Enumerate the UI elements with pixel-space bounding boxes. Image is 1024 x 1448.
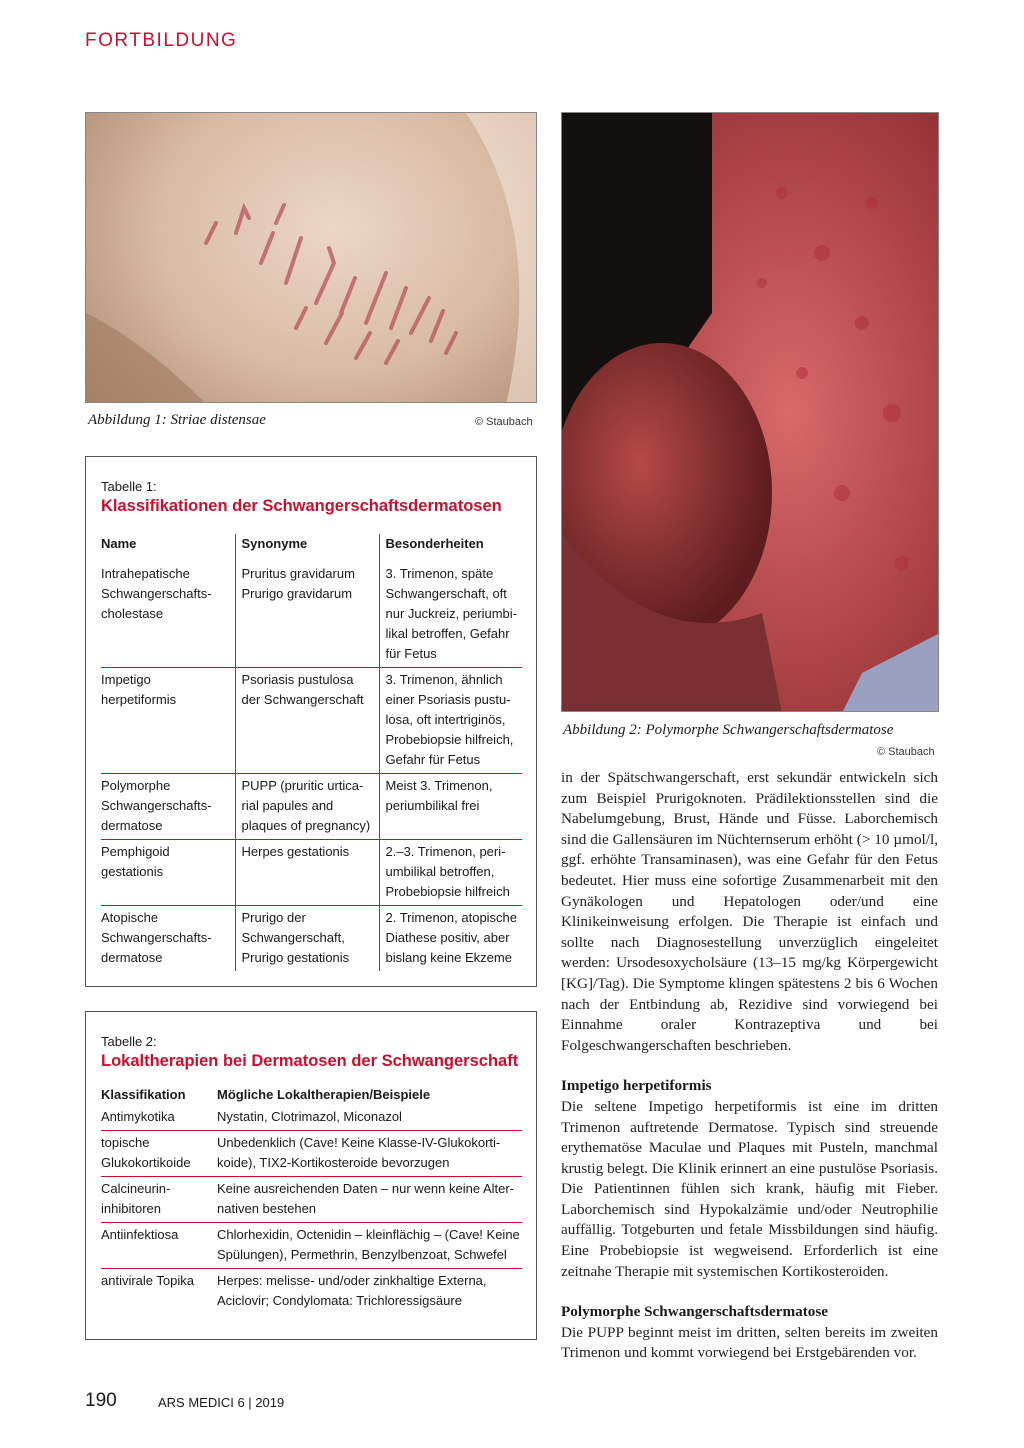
cell: Calcineurin- inhibitoren	[101, 1177, 217, 1223]
cell: Meist 3. Trimenon, periumbilikal frei	[379, 774, 522, 840]
cell: Nystatin, Clotrimazol, Miconazol	[217, 1109, 402, 1124]
cell: Antiinfektiosa	[101, 1223, 217, 1269]
figure1-credit: © Staubach	[475, 416, 533, 428]
table-row	[101, 1269, 522, 1315]
cell: Impetigo herpetiformis	[101, 668, 235, 774]
cell: Pemphigoid gestationis	[101, 840, 235, 906]
cell: Polymorphe Schwangerschafts- dermatose	[101, 774, 235, 840]
cell: 2. Trimenon, atopische Diathese positiv, aber bislang keine Ekzeme	[379, 906, 522, 972]
table1-box	[85, 456, 537, 987]
pupp-illustration	[562, 113, 939, 712]
cell: Pruritus gravidarum Prurigo gravidarum	[235, 554, 379, 668]
striae-illustration	[86, 113, 537, 403]
figure2-credit: © Staubach	[877, 746, 935, 758]
table-row	[101, 1131, 522, 1177]
article-column	[561, 768, 938, 1364]
table2-label: Tabelle 2:	[101, 1034, 157, 1049]
table-row	[101, 840, 522, 906]
table1-title: Klassifikationen der Schwangerschaftsdermatosen	[101, 497, 502, 515]
col-header: Klassifikation	[101, 1087, 186, 1102]
table2-title: Lokaltherapien bei Dermatosen der Schwangerschaft	[101, 1052, 519, 1070]
cell: Atopische Schwangerschafts- dermatose	[101, 906, 235, 972]
subheading: Impetigo herpetiformis	[561, 1077, 712, 1095]
table1	[101, 534, 522, 971]
figure1-caption: Abbildung 1: Striae distensae	[88, 412, 266, 428]
cell: PUPP (pruritic urtica- rial papules and plaques of pregnancy)	[235, 774, 379, 840]
cell: Herpes gestationis	[235, 840, 379, 906]
table-row	[101, 668, 522, 774]
table-row	[101, 1223, 522, 1269]
table-row	[101, 1105, 522, 1131]
col-header: Name	[101, 534, 235, 554]
table-row	[101, 1177, 522, 1223]
cell: Intrahepatische Schwangerschafts- cholestase	[101, 554, 235, 668]
cell: antivirale Topika	[101, 1269, 217, 1315]
cell: Herpes: melisse- und/oder zinkhaltige Externa, Aciclovir; Condylomata: Trichloressigsäure	[217, 1269, 522, 1315]
table-row	[101, 906, 522, 972]
page-number: 190	[85, 1390, 117, 1411]
paragraph: Die PUPP beginnt meist im dritten, selten bereits im zweiten Trimenon und kommt vorwiegend bei Erstgebärenden vor.	[561, 1323, 938, 1362]
paragraph: in der Spätschwangerschaft, erst sekundär entwickeln sich zum Beispiel Prurigoknoten. Prädilektionsstellen sind die Nabelumgebung, Brust, Hände und Füsse. Laborchemisch sind die Gallensäuren im Nüchternserum erhöht (> 10 µmol/l, ggf. erhöhte Transaminasen), was eine Gefahr für den Fetus bedeutet. Hier muss eine sofortige Zusammenarbeit mit den Gynäkologen und Hepatologen oder/und eine Klinikeinweisung erfolgen. Die Therapie ist einfach und sollte nach Diagnosestellung unverzüglich eingeleitet werden: Ursodesoxycholsäure (13–15 mg/kg Körpergewicht [KG]/Tag). Die Symptome klingen spätestens 2 bis 6 Wochen nach der Entbindung ab, Rezidive sind vorwiegend bei Einnahme oraler Kontrazeptiva und bei Folgeschwangerschaften beschrieben.	[561, 769, 938, 1054]
figure2-caption: Abbildung 2: Polymorphe Schwangerschaftsdermatose	[563, 722, 894, 738]
cell: Chlorhexidin, Octenidin – kleinflächig – (Cave! Keine Spülungen), Permethrin, Benzylbenzoat, Schwefel	[217, 1223, 522, 1269]
col-header: Synonyme	[235, 534, 379, 554]
col-header: Mögliche Lokaltherapien/Beispiele	[217, 1087, 431, 1102]
table2	[101, 1085, 522, 1314]
journal-issue: ARS MEDICI 6 | 2019	[158, 1395, 285, 1410]
section-header: FORTBILDUNG	[85, 30, 238, 51]
subheading: Polymorphe Schwangerschaftsdermatose	[561, 1303, 829, 1321]
paragraph: Die seltene Impetigo herpetiformis ist eine im dritten Trimenon auftretende Dermatose. Typisch sind streuende erythematöse Maculae und Plaques mit Pusteln, manchmal krustig belegt. Die Klinik erinnert an eine pustulöse Psoriasis. Die Patientinnen fühlen sich krank, häufig mit Fieber. Laborchemisch sind Hypokalzämie und/oder Neutrophilie auffällig. Totgeburten und fetale Missbildungen sind häufig. Eine Probebiopsie ist wegweisend. Erforderlich ist eine zeitnahe Therapie mit systemischen Kortikosteroiden.	[561, 1097, 938, 1280]
cell: Prurigo der Schwangerschaft, Prurigo gestationis	[235, 906, 379, 972]
cell: Keine ausreichenden Daten – nur wenn keine Alter- nativen bestehen	[217, 1177, 522, 1223]
table-row	[101, 554, 522, 668]
cell: 3. Trimenon, späte Schwangerschaft, oft nur Juckreiz, periumbi- likal betroffen, Gefahr für Fetus	[385, 566, 517, 661]
cell: Unbedenklich (Cave! Keine Klasse-IV-Glukokorti- koide), TIX2-Kortikosteroide bevorzugen	[217, 1131, 522, 1177]
cell: Psoriasis pustulosa der Schwangerschaft	[235, 668, 379, 774]
cell: Antimykotika	[101, 1109, 175, 1124]
cell: 2.–3. Trimenon, peri- umbilikal betroffen, Probebiopsie hilfreich	[379, 840, 522, 906]
col-header: Besonderheiten	[385, 536, 484, 551]
figure-striae-photo	[85, 112, 537, 403]
table1-label: Tabelle 1:	[101, 479, 157, 494]
table-row	[101, 774, 522, 840]
table2-box	[85, 1011, 537, 1340]
cell: 3. Trimenon, ähnlich einer Psoriasis pustu- losa, oft intertriginös, Probebiopsie hilfreich, Gefahr für Fetus	[379, 668, 522, 774]
cell: topische Glukokortikoide	[101, 1131, 217, 1177]
figure-pupp-photo	[561, 112, 939, 712]
